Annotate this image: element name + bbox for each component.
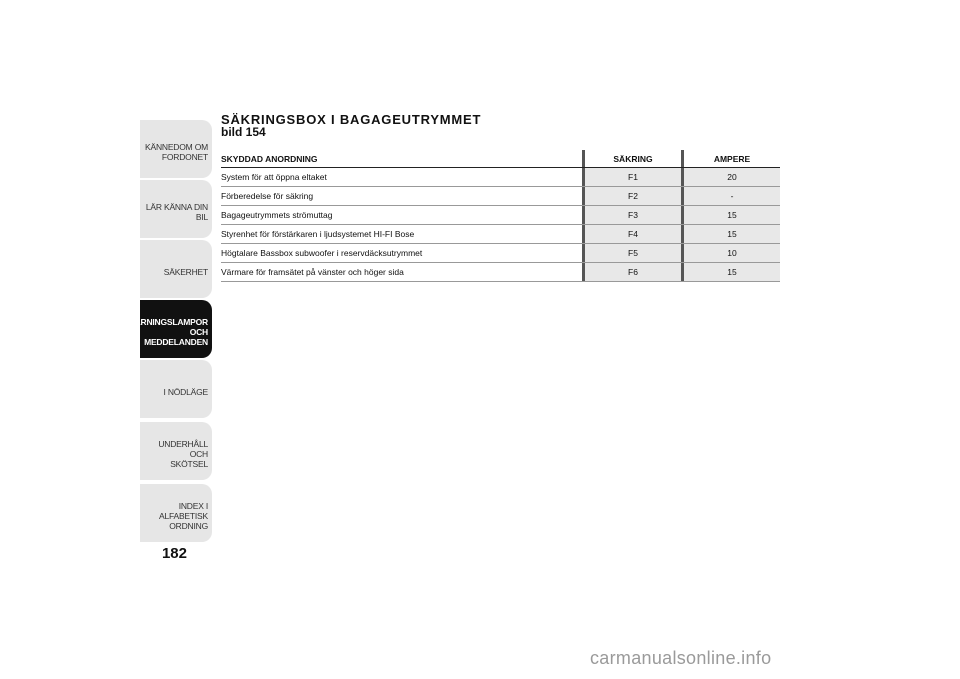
figure-reference: bild 154 xyxy=(221,125,266,139)
device-cell: Bagageutrymmets strömuttag xyxy=(221,206,582,225)
table-row xyxy=(221,225,780,244)
page-number: 182 xyxy=(161,545,187,562)
header-ampere: AMPERE xyxy=(684,150,780,168)
ampere-cell: 20 xyxy=(684,168,780,187)
ampere-cell: 15 xyxy=(684,206,780,225)
table-row xyxy=(221,206,780,225)
tab-index-i-alfabetisk-ordning[interactable]: INDEX I ALFABETISK ORDNING xyxy=(140,484,212,542)
device-cell: Förberedelse för säkring xyxy=(221,187,582,206)
device-cell: Högtalare Bassbox subwoofer i reservdäcksutrymmet xyxy=(221,244,582,263)
table-row xyxy=(221,263,780,282)
watermark: carmanualsonline.info xyxy=(590,648,772,668)
table-header-row xyxy=(221,150,780,168)
fuse-cell: F2 xyxy=(585,187,681,206)
ampere-cell: 15 xyxy=(684,225,780,244)
table-row xyxy=(221,187,780,206)
fuse-table xyxy=(221,150,780,282)
table-row xyxy=(221,168,780,187)
fuse-cell: F5 xyxy=(585,244,681,263)
fuse-cell: F4 xyxy=(585,225,681,244)
tab-varningslampor-och-meddelanden[interactable]: VARNINGSLAMPOR OCH MEDDELANDEN xyxy=(140,300,212,358)
fuse-cell: F3 xyxy=(585,206,681,225)
ampere-cell: - xyxy=(684,187,780,206)
header-fuse: SÄKRING xyxy=(585,150,681,168)
table-row xyxy=(221,244,780,263)
ampere-cell: 15 xyxy=(684,263,780,282)
device-cell: Värmare för framsätet på vänster och höger sida xyxy=(221,263,582,282)
tab-kannedom-om-fordonet[interactable]: KÄNNEDOM OM FORDONET xyxy=(140,120,212,178)
device-cell: System för att öppna eltaket xyxy=(221,168,582,187)
section-title: SÄKRINGSBOX I BAGAGEUTRYMMET xyxy=(221,112,482,127)
header-protected-device: SKYDDAD ANORDNING xyxy=(221,150,582,168)
fuse-cell: F6 xyxy=(585,263,681,282)
tab-lar-kanna-din-bil[interactable]: LÄR KÄNNA DIN BIL xyxy=(140,180,212,238)
ampere-cell: 10 xyxy=(684,244,780,263)
tab-underhall-och-skotsel[interactable]: UNDERHÅLL OCH SKÖTSEL xyxy=(140,422,212,480)
tab-i-nodlage[interactable]: I NÖDLÄGE xyxy=(140,360,212,418)
tab-sakerhet[interactable]: SÄKERHET xyxy=(140,240,212,298)
device-cell: Styrenhet för förstärkaren i ljudsystemet HI-FI Bose xyxy=(221,225,582,244)
fuse-cell: F1 xyxy=(585,168,681,187)
